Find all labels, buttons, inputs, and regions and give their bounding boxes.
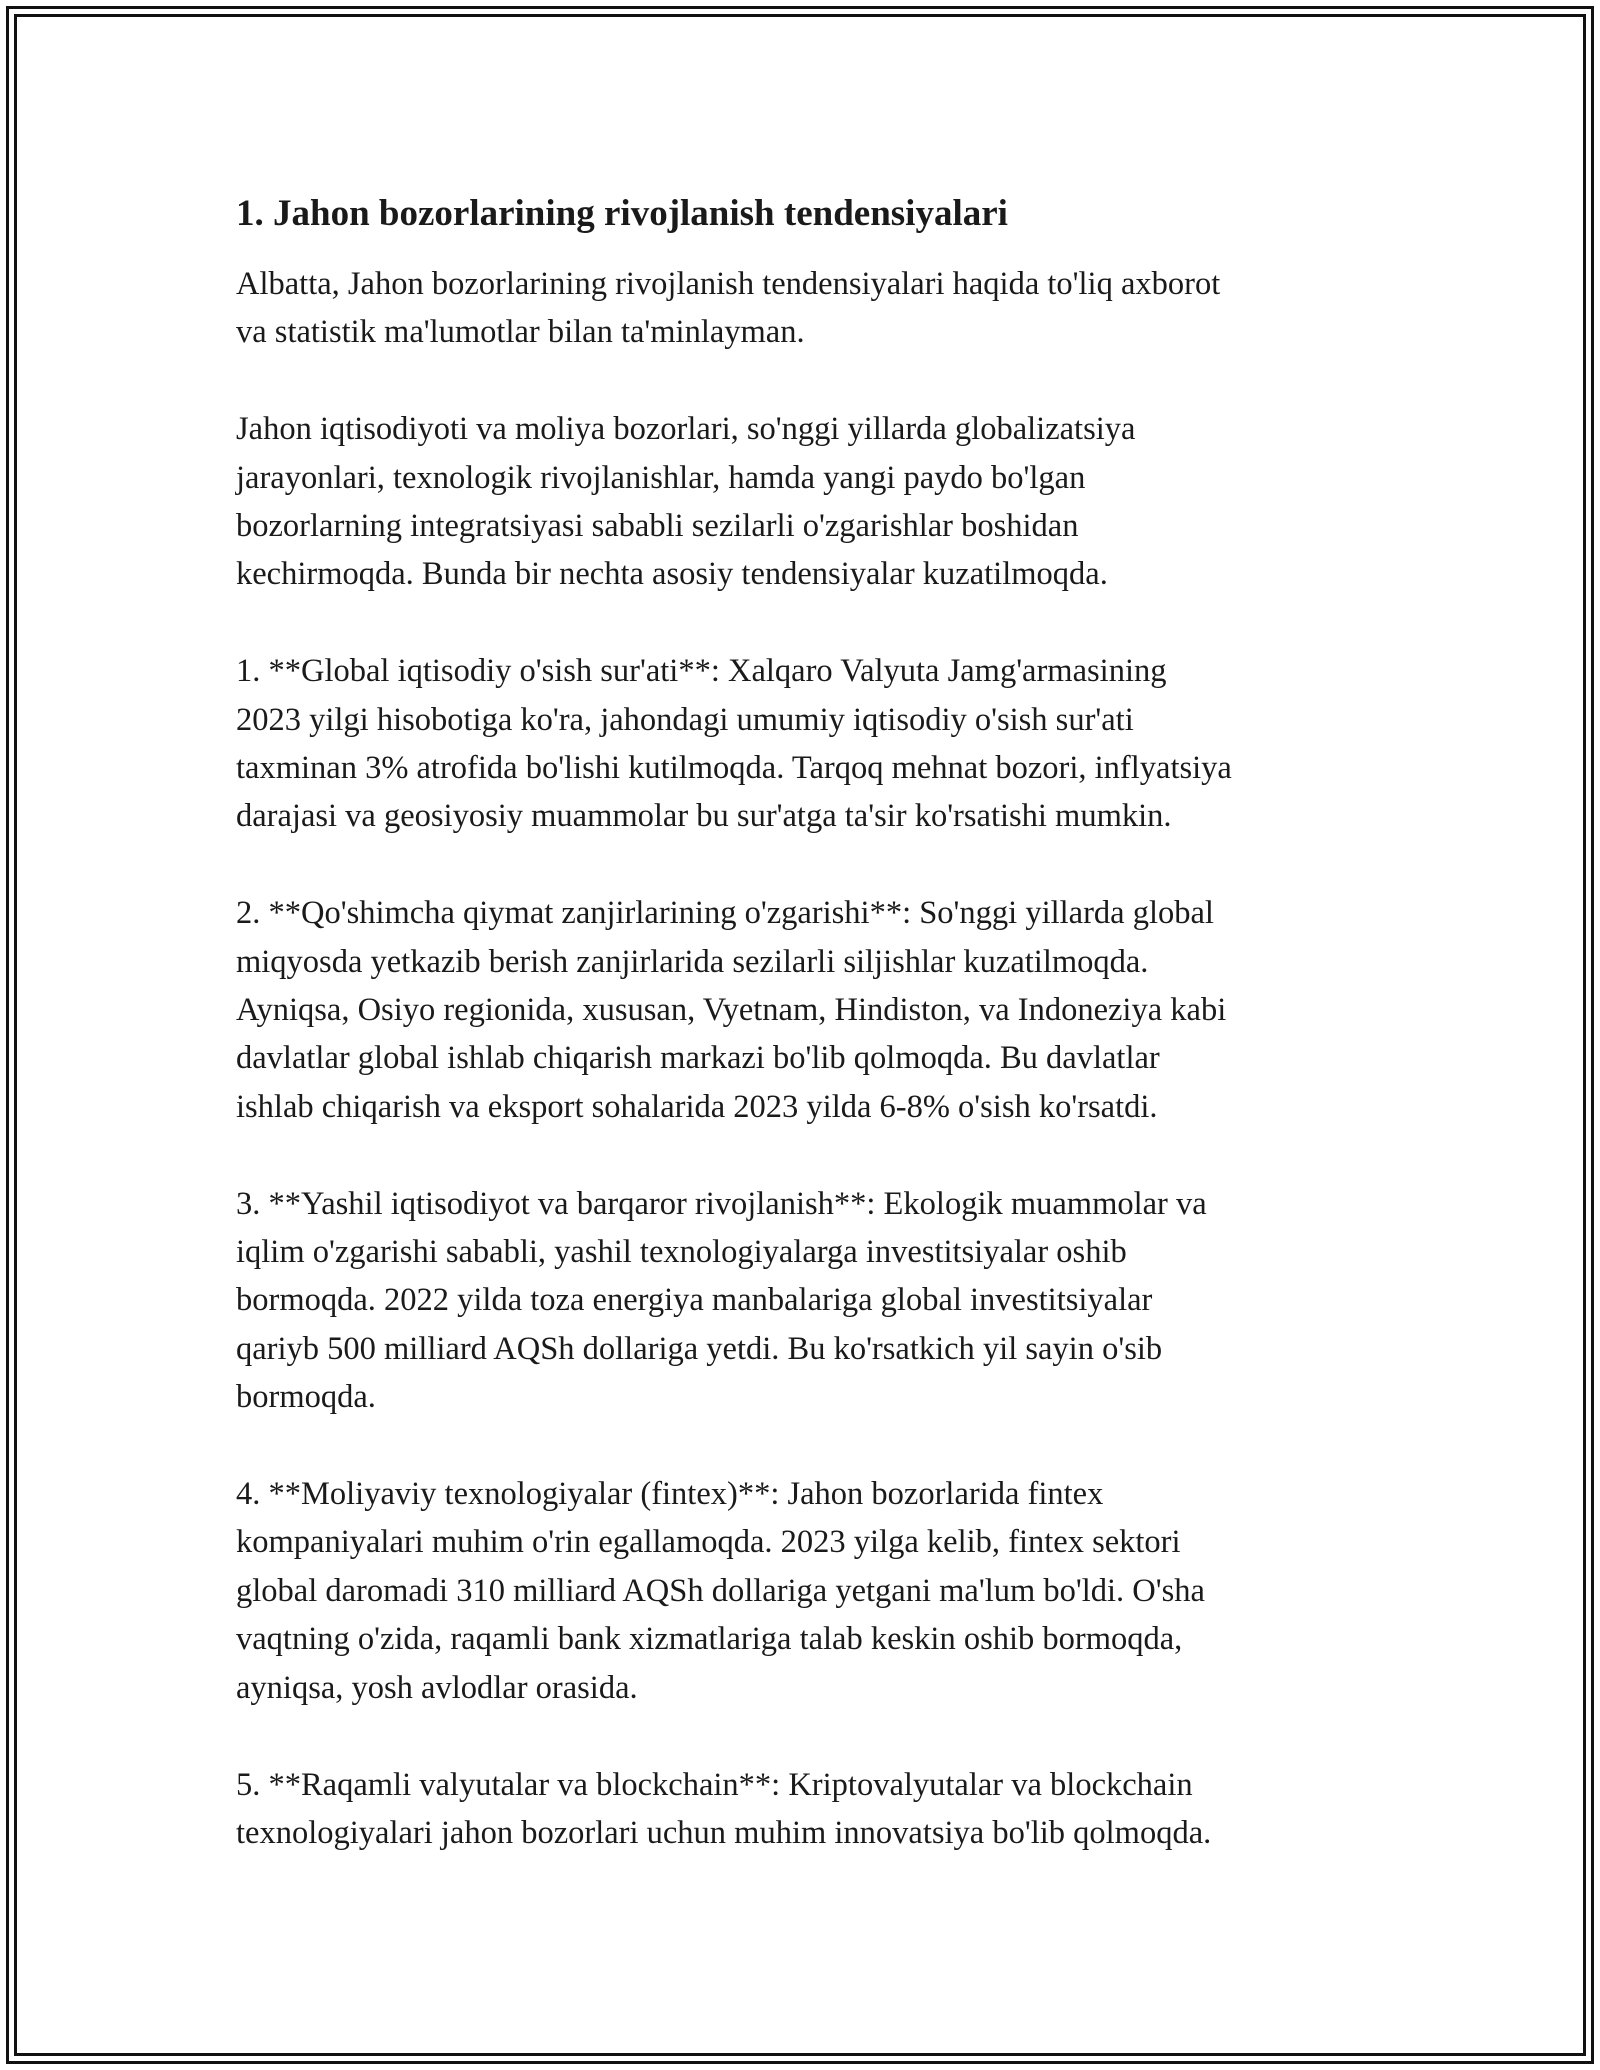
- trend-paragraph-4: 4. **Moliyaviy texnologiyalar (fintex)**: Jahon bozorlarida fintex kompaniyalari muhim o'rin egallamoqda. 2023 yilga kelib, fintex sektori global daromadi 310 milliard AQSh dollariga yetgani ma'lum bo'ldi. O'sha vaqtning o'zida, raqamli bank xizmatlariga talab keskin oshib bormoqda, ayniqsa, yosh avlodlar orasida.: [236, 1476, 1205, 1706]
- trend-paragraph-1: 1. **Global iqtisodiy o'sish sur'ati**: Xalqaro Valyuta Jamg'armasining 2023 yilgi hisobotiga ko'ra, jahondagi umumiy iqtisodiy o'sish sur'ati taxminan 3% atrofida bo'lishi kutilmoqda. Tarqoq mehnat bozori, inflyatsiya darajasi va geosiyosiy muammolar bu sur'atga ta'sir ko'rsatishi mumkin.: [236, 653, 1232, 835]
- intro-paragraph: Albatta, Jahon bozorlarining rivojlanish tendensiyalari haqida to'liq axborot va statistik ma'lumotlar bilan ta'minlayman.: [236, 266, 1221, 351]
- section-title: 1. Jahon bozorlarining rivojlanish tendensiyalari: [236, 193, 1008, 234]
- overview-paragraph: Jahon iqtisodiyoti va moliya bozorlari, so'nggi yillarda globalizatsiya jarayonlari, texnologik rivojlanishlar, hamda yangi paydo bo'lgan bozorlarning integratsiyasi sababli sezilarli o'zgarishlar boshidan kechirmoqda. Bunda bir nechta asosiy tendensiyalar kuzatilmoqda.: [236, 411, 1136, 593]
- document-body: [236, 190, 1386, 1906]
- trend-paragraph-3: 3. **Yashil iqtisodiyot va barqaror rivojlanish**: Ekologik muammolar va iqlim o'zgarishi sababli, yashil texnologiyalarga investitsiyalar oshib bormoqda. 2022 yilda toza energiya manbalariga global investitsiyalar qariyb 500 milliard AQSh dollariga yetdi. Bu ko'rsatkich yil sayin o'sib bormoqda.: [236, 1185, 1207, 1416]
- trend-paragraph-5: 5. **Raqamli valyutalar va blockchain**: Kriptovalyutalar va blockchain texnologiyalari jahon bozorlari uchun muhim innovatsiya bo'lib qolmoqda.: [236, 1766, 1212, 1851]
- trend-paragraph-2: 2. **Qo'shimcha qiymat zanjirlarining o'zgarishi**: So'nggi yillarda global miqyosda yetkazib berish zanjirlarida sezilarli siljishlar kuzatilmoqda. Ayniqsa, Osiyo regionida, xususan, Vyetnam, Hindiston, va Indoneziya kabi davlatlar global ishlab chiqarish markazi bo'lib qolmoqda. Bu davlatlar ishlab chiqarish va eksport sohalarida 2023 yilda 6-8% o'sish ko'rsatdi.: [236, 895, 1227, 1125]
